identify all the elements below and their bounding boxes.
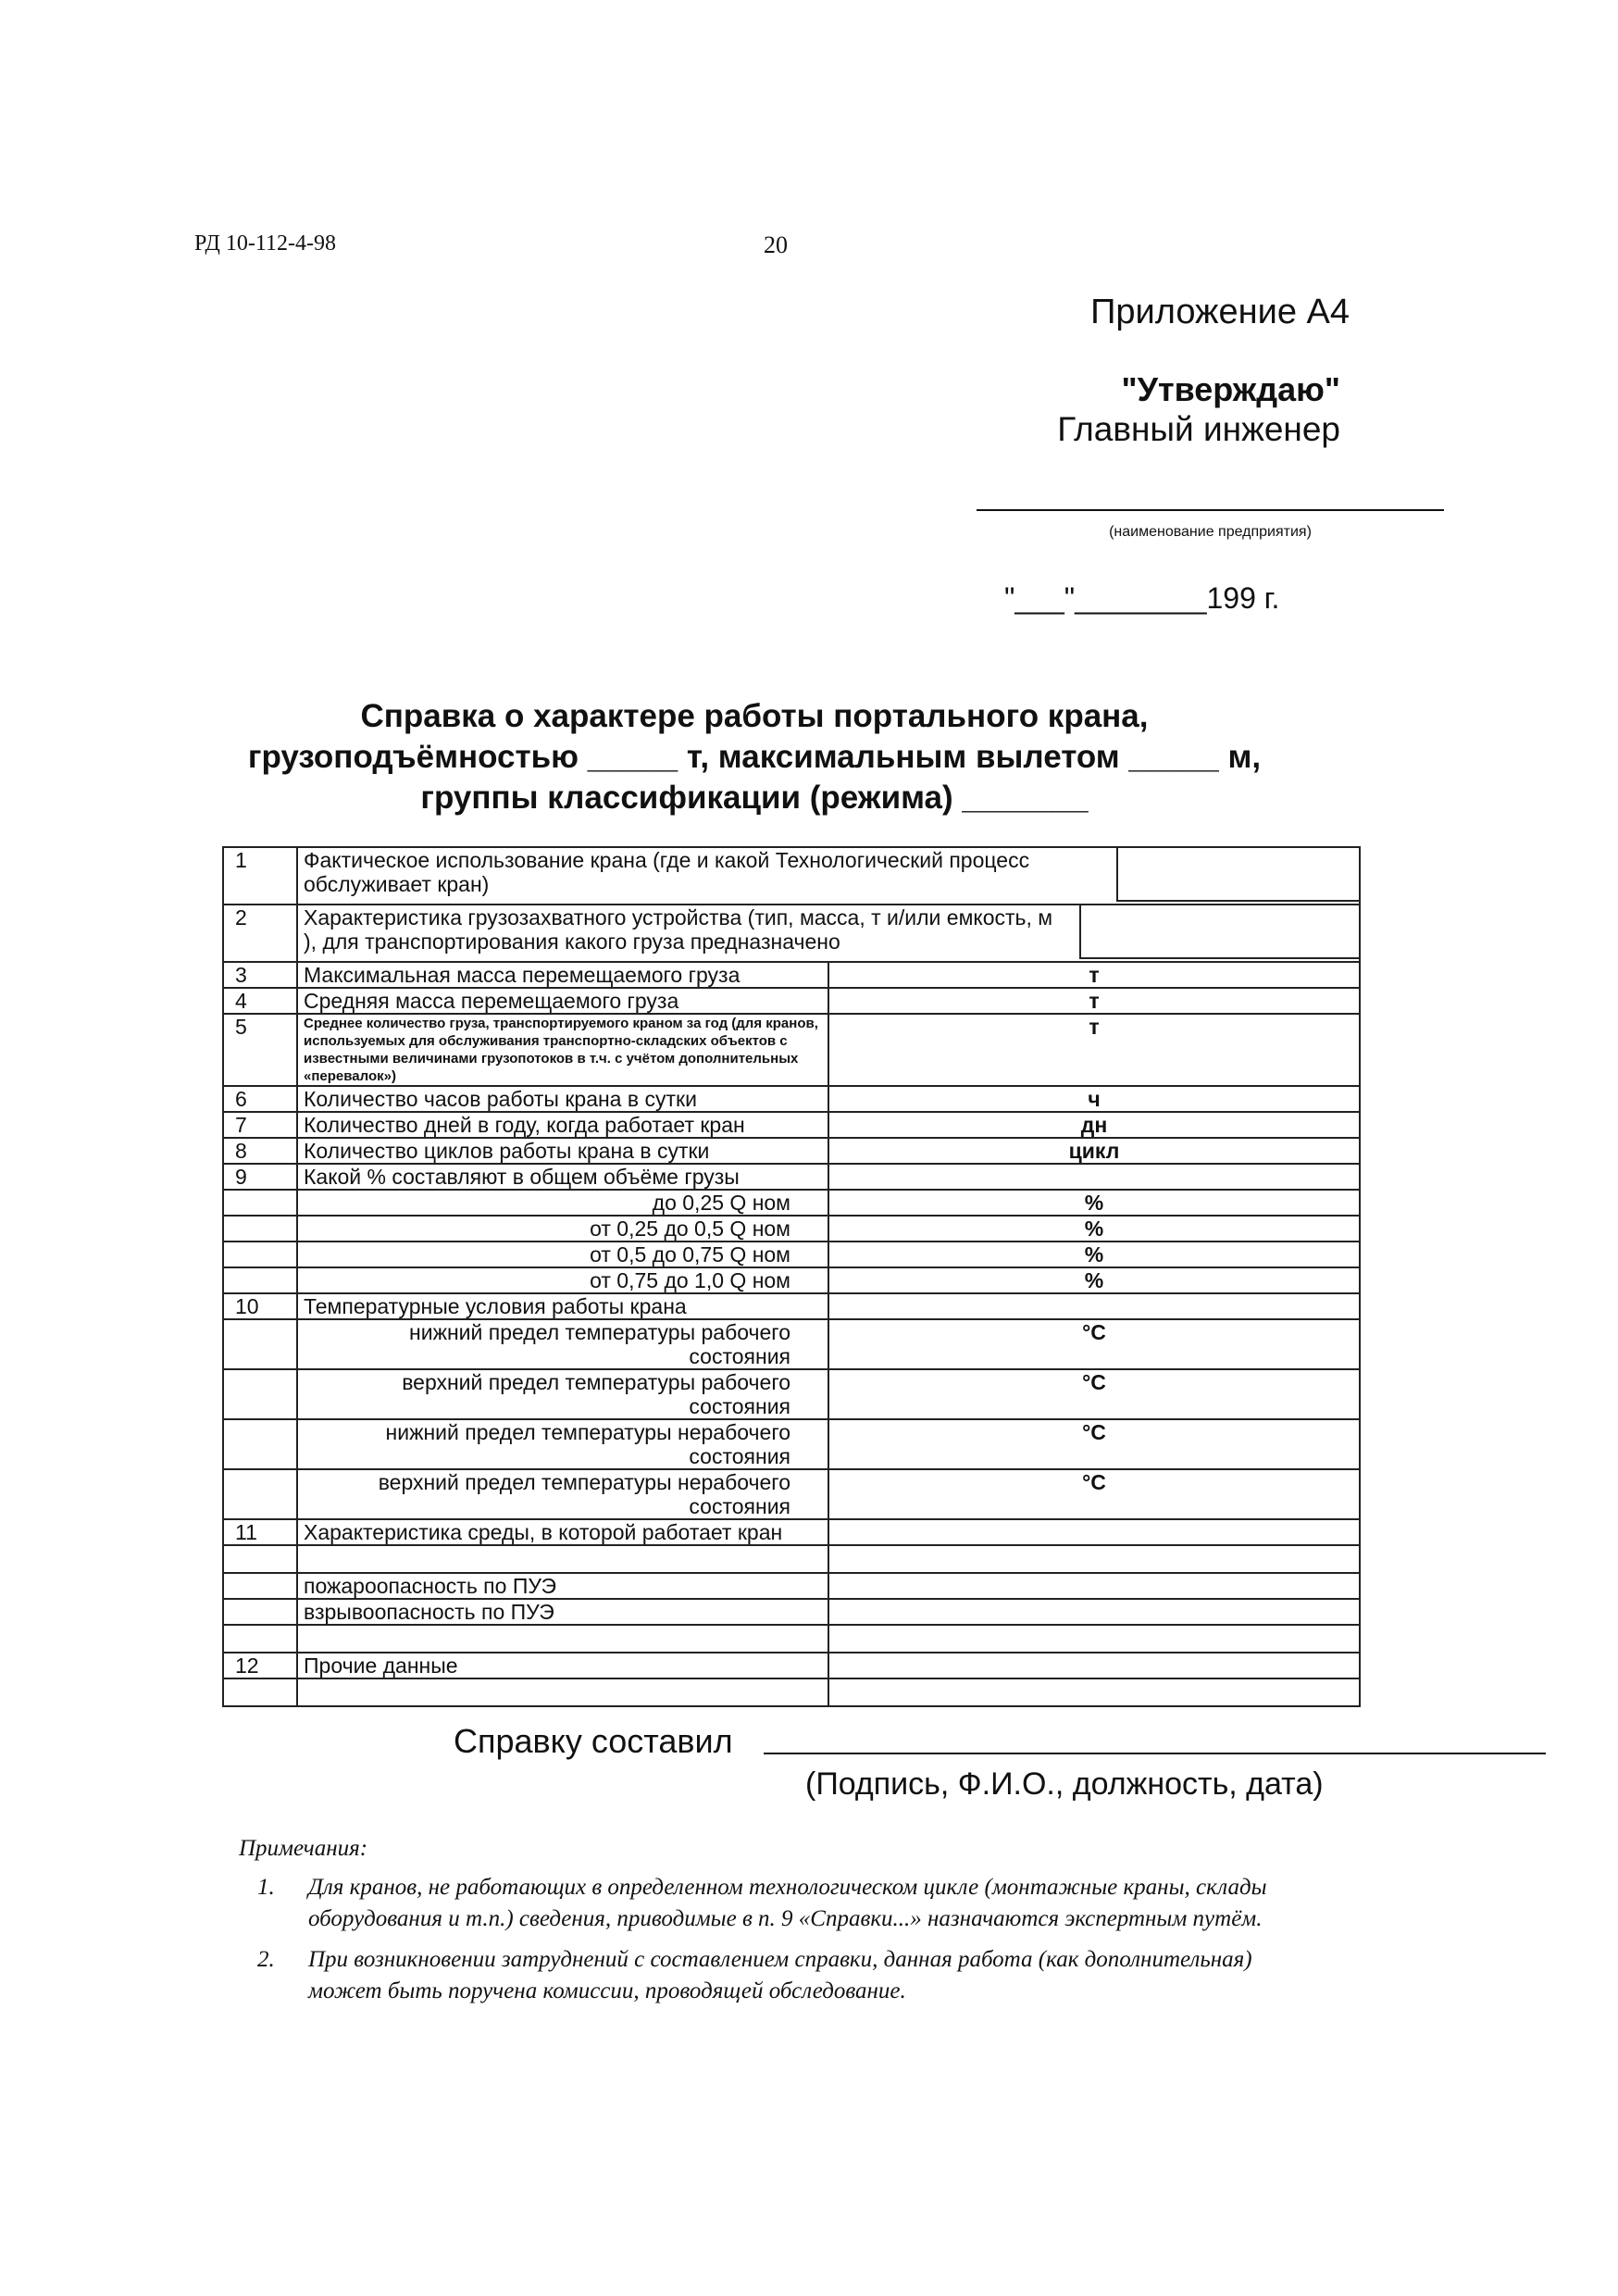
row-number: 9 [223,1164,297,1190]
table-row [223,1419,1360,1469]
table-row [223,1599,1360,1625]
row-label [297,1678,828,1706]
row-label: нижний предел температуры рабочего состояния [297,1319,828,1369]
row-unit: т [828,1014,1360,1086]
row-number: 4 [223,988,297,1014]
signature-line [764,1753,1546,1754]
row-label: Среднее количество груза, транспортируемого краном за год (для кранов, используемых для обслуживания транспортно-складских объектов с известными величинами грузопотоков в т.ч. с учётом дополнительных «перевалок») [297,1014,828,1086]
row-number [223,1190,297,1216]
row-unit: % [828,1216,1360,1242]
table-row [223,1545,1360,1573]
row-label: Характеристика среды, в которой работает кран [297,1519,828,1545]
row-label: нижний предел температуры нерабочего состояния [297,1419,828,1469]
row-label: Количество часов работы крана в сутки [297,1086,828,1112]
row-number: 6 [223,1086,297,1112]
row-label: Средняя масса перемещаемого груза [297,988,828,1014]
table-row [223,988,1360,1014]
table-row [223,1653,1360,1678]
table-row [223,1369,1360,1419]
row-label: от 0,5 до 0,75 Q ном [297,1242,828,1267]
row-unit: т [828,988,1360,1014]
row-unit [828,1545,1360,1573]
table-row [223,905,1360,962]
table-row [223,847,1360,905]
row-number [223,1545,297,1573]
table-row [223,1242,1360,1267]
row-unit [828,1164,1360,1190]
title-line-2: грузоподъёмностью _____ т, максимальным вылетом _____ м, [247,739,1262,775]
row-number [223,1419,297,1469]
row-label: взрывоопасность по ПУЭ [297,1599,828,1625]
row-number [223,1319,297,1369]
row-number [223,1678,297,1706]
appendix-label: Приложение А4 [1090,293,1350,331]
row-unit: °С [828,1419,1360,1469]
row-label: Какой % составляют в общем объёме грузы [297,1164,828,1190]
row-number [223,1216,297,1242]
crane-data-table [222,846,1361,1707]
table-row [223,1112,1360,1138]
row-label: Фактическое использование крана (где и какой Технологический процесс обслуживает кран) [304,848,1030,896]
signature-caption: (Подпись, Ф.И.О., должность, дата) [805,1766,1324,1802]
row-number [223,1599,297,1625]
row-number: 3 [223,962,297,988]
row-number: 5 [223,1014,297,1086]
row-number [223,1369,297,1419]
position-label: Главный инженер [1057,410,1340,448]
table-row [223,1573,1360,1599]
row-label: от 0,75 до 1,0 Q ном [297,1267,828,1293]
row-unit [828,1625,1360,1653]
date-line: "___"________199 г. [1004,581,1280,615]
row-number: 7 [223,1112,297,1138]
table-row [223,1138,1360,1164]
answer-box [1079,904,1361,959]
row-unit [828,1678,1360,1706]
row-number: 10 [223,1293,297,1319]
note-number: 2. [257,1947,275,1972]
row-unit: °С [828,1469,1360,1519]
row-unit [828,1653,1360,1678]
notes-title: Примечания: [239,1836,368,1861]
table-row [223,1086,1360,1112]
table-row [223,1164,1360,1190]
organization-caption: (наименование предприятия) [1109,524,1312,540]
row-number [223,1469,297,1519]
note-item [239,1944,1331,2007]
row-label: Количество циклов работы крана в сутки [297,1138,828,1164]
row-unit [828,1599,1360,1625]
note-number: 1. [257,1875,275,1900]
row-text [297,847,1360,905]
row-label: верхний предел температуры рабочего состояния [297,1369,828,1419]
row-unit: % [828,1190,1360,1216]
row-unit: т [828,962,1360,988]
table-row [223,1469,1360,1519]
row-label: Максимальная масса перемещаемого груза [297,962,828,988]
title-line-1: Справка о характере работы портального крана, [360,698,1149,734]
row-number [223,1625,297,1653]
page-number: 20 [764,231,788,258]
document-code: РД 10-112-4-98 [194,231,336,256]
row-label: от 0,25 до 0,5 Q ном [297,1216,828,1242]
table-row [223,1293,1360,1319]
row-number [223,1573,297,1599]
row-label: Температурные условия работы крана [297,1293,828,1319]
document-title [213,696,1296,818]
table-row [223,1267,1360,1293]
table-row [223,962,1360,988]
notes-section [239,1833,1331,2016]
row-label [297,1545,828,1573]
table-row [223,1519,1360,1545]
title-line-3: группы классификации (режима) _______ [420,780,1089,816]
answer-box [1116,846,1361,902]
note-text: При возникновении затруднений с составлением справки, данная работа (как дополнительная) может быть поручена комиссии, проводящей обследование. [308,1947,1252,2003]
row-label: Характеристика грузозахватного устройства (тип, масса, т и/или емкость, м ), для транспортирования какого груза предназначено [304,905,1053,954]
row-label [297,1625,828,1653]
table-row [223,1678,1360,1706]
row-unit [828,1519,1360,1545]
row-label: верхний предел температуры нерабочего состояния [297,1469,828,1519]
compiled-by-label: Справку составил [454,1722,733,1760]
table-row [223,1190,1360,1216]
row-number [223,1267,297,1293]
row-unit: ч [828,1086,1360,1112]
row-label: пожароопасность по ПУЭ [297,1573,828,1599]
row-label: Прочие данные [297,1653,828,1678]
table-row [223,1319,1360,1369]
row-number: 12 [223,1653,297,1678]
row-unit: °С [828,1369,1360,1419]
note-text: Для кранов, не работающих в определенном технологическом цикле (монтажные краны, склады оборудования и т.п.) сведения, приводимые в п. 9 «Справки...» назначаются экспертным путём. [308,1875,1267,1931]
row-unit: % [828,1267,1360,1293]
row-number: 8 [223,1138,297,1164]
row-unit: дн [828,1112,1360,1138]
row-number: 1 [223,847,297,905]
row-text [297,905,1360,962]
row-number: 11 [223,1519,297,1545]
table-row [223,1625,1360,1653]
row-label: Количество дней в году, когда работает кран [297,1112,828,1138]
row-unit [828,1573,1360,1599]
row-unit: % [828,1242,1360,1267]
row-label: до 0,25 Q ном [297,1190,828,1216]
table-row [223,1014,1360,1086]
organization-line [977,509,1444,511]
row-number [223,1242,297,1267]
approve-label: "Утверждаю" [1121,370,1340,408]
row-unit: цикл [828,1138,1360,1164]
row-number: 2 [223,905,297,962]
note-item [239,1872,1331,1935]
table-row [223,1216,1360,1242]
row-unit: °С [828,1319,1360,1369]
row-unit [828,1293,1360,1319]
